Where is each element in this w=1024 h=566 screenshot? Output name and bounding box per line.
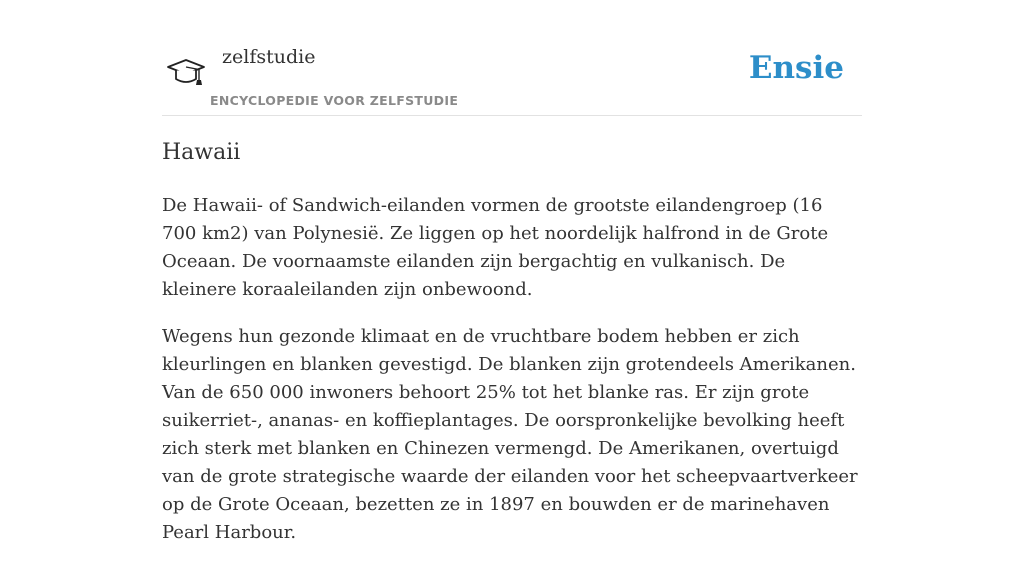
ensie-brand-logo[interactable]: Ensie	[748, 50, 844, 86]
site-header	[162, 40, 862, 116]
article-title: Hawaii	[162, 140, 241, 165]
site-tagline: ENCYCLOPEDIE VOOR ZELFSTUDIE	[210, 93, 459, 108]
graduation-cap-icon[interactable]	[166, 54, 206, 90]
site-name-link[interactable]: zelfstudie	[222, 46, 316, 68]
article-paragraph: De Hawaii- of Sandwich-eilanden vormen de grootste eilandengroep (16 700 km2) van Polynesië. Ze liggen op het noordelijk halfrond in de Grote Oceaan. De voornaamste eilanden zijn bergachtig en vulkanisch. De kleinere koraaleilanden zijn onbewoond.	[162, 195, 829, 300]
article-paragraph: Wegens hun gezonde klimaat en de vruchtbare bodem hebben er zich kleurlingen en blanken gevestigd. De blanken zijn grotendeels Amerikanen. Van de 650 000 inwoners behoort 25% tot het blanke ras. Er zijn grote suikerriet-, ananas- en koffieplantages. De oorspronkelijke bevolking heeft zich sterk met blanken en Chinezen vermengd. De Amerikanen, overtuigd van de grote strategische waarde der eilanden voor het scheepvaartverkeer op de Grote Oceaan, bezetten ze in 1897 en bouwden er de marinehaven Pearl Harbour.	[162, 326, 858, 543]
article-body	[162, 192, 862, 566]
